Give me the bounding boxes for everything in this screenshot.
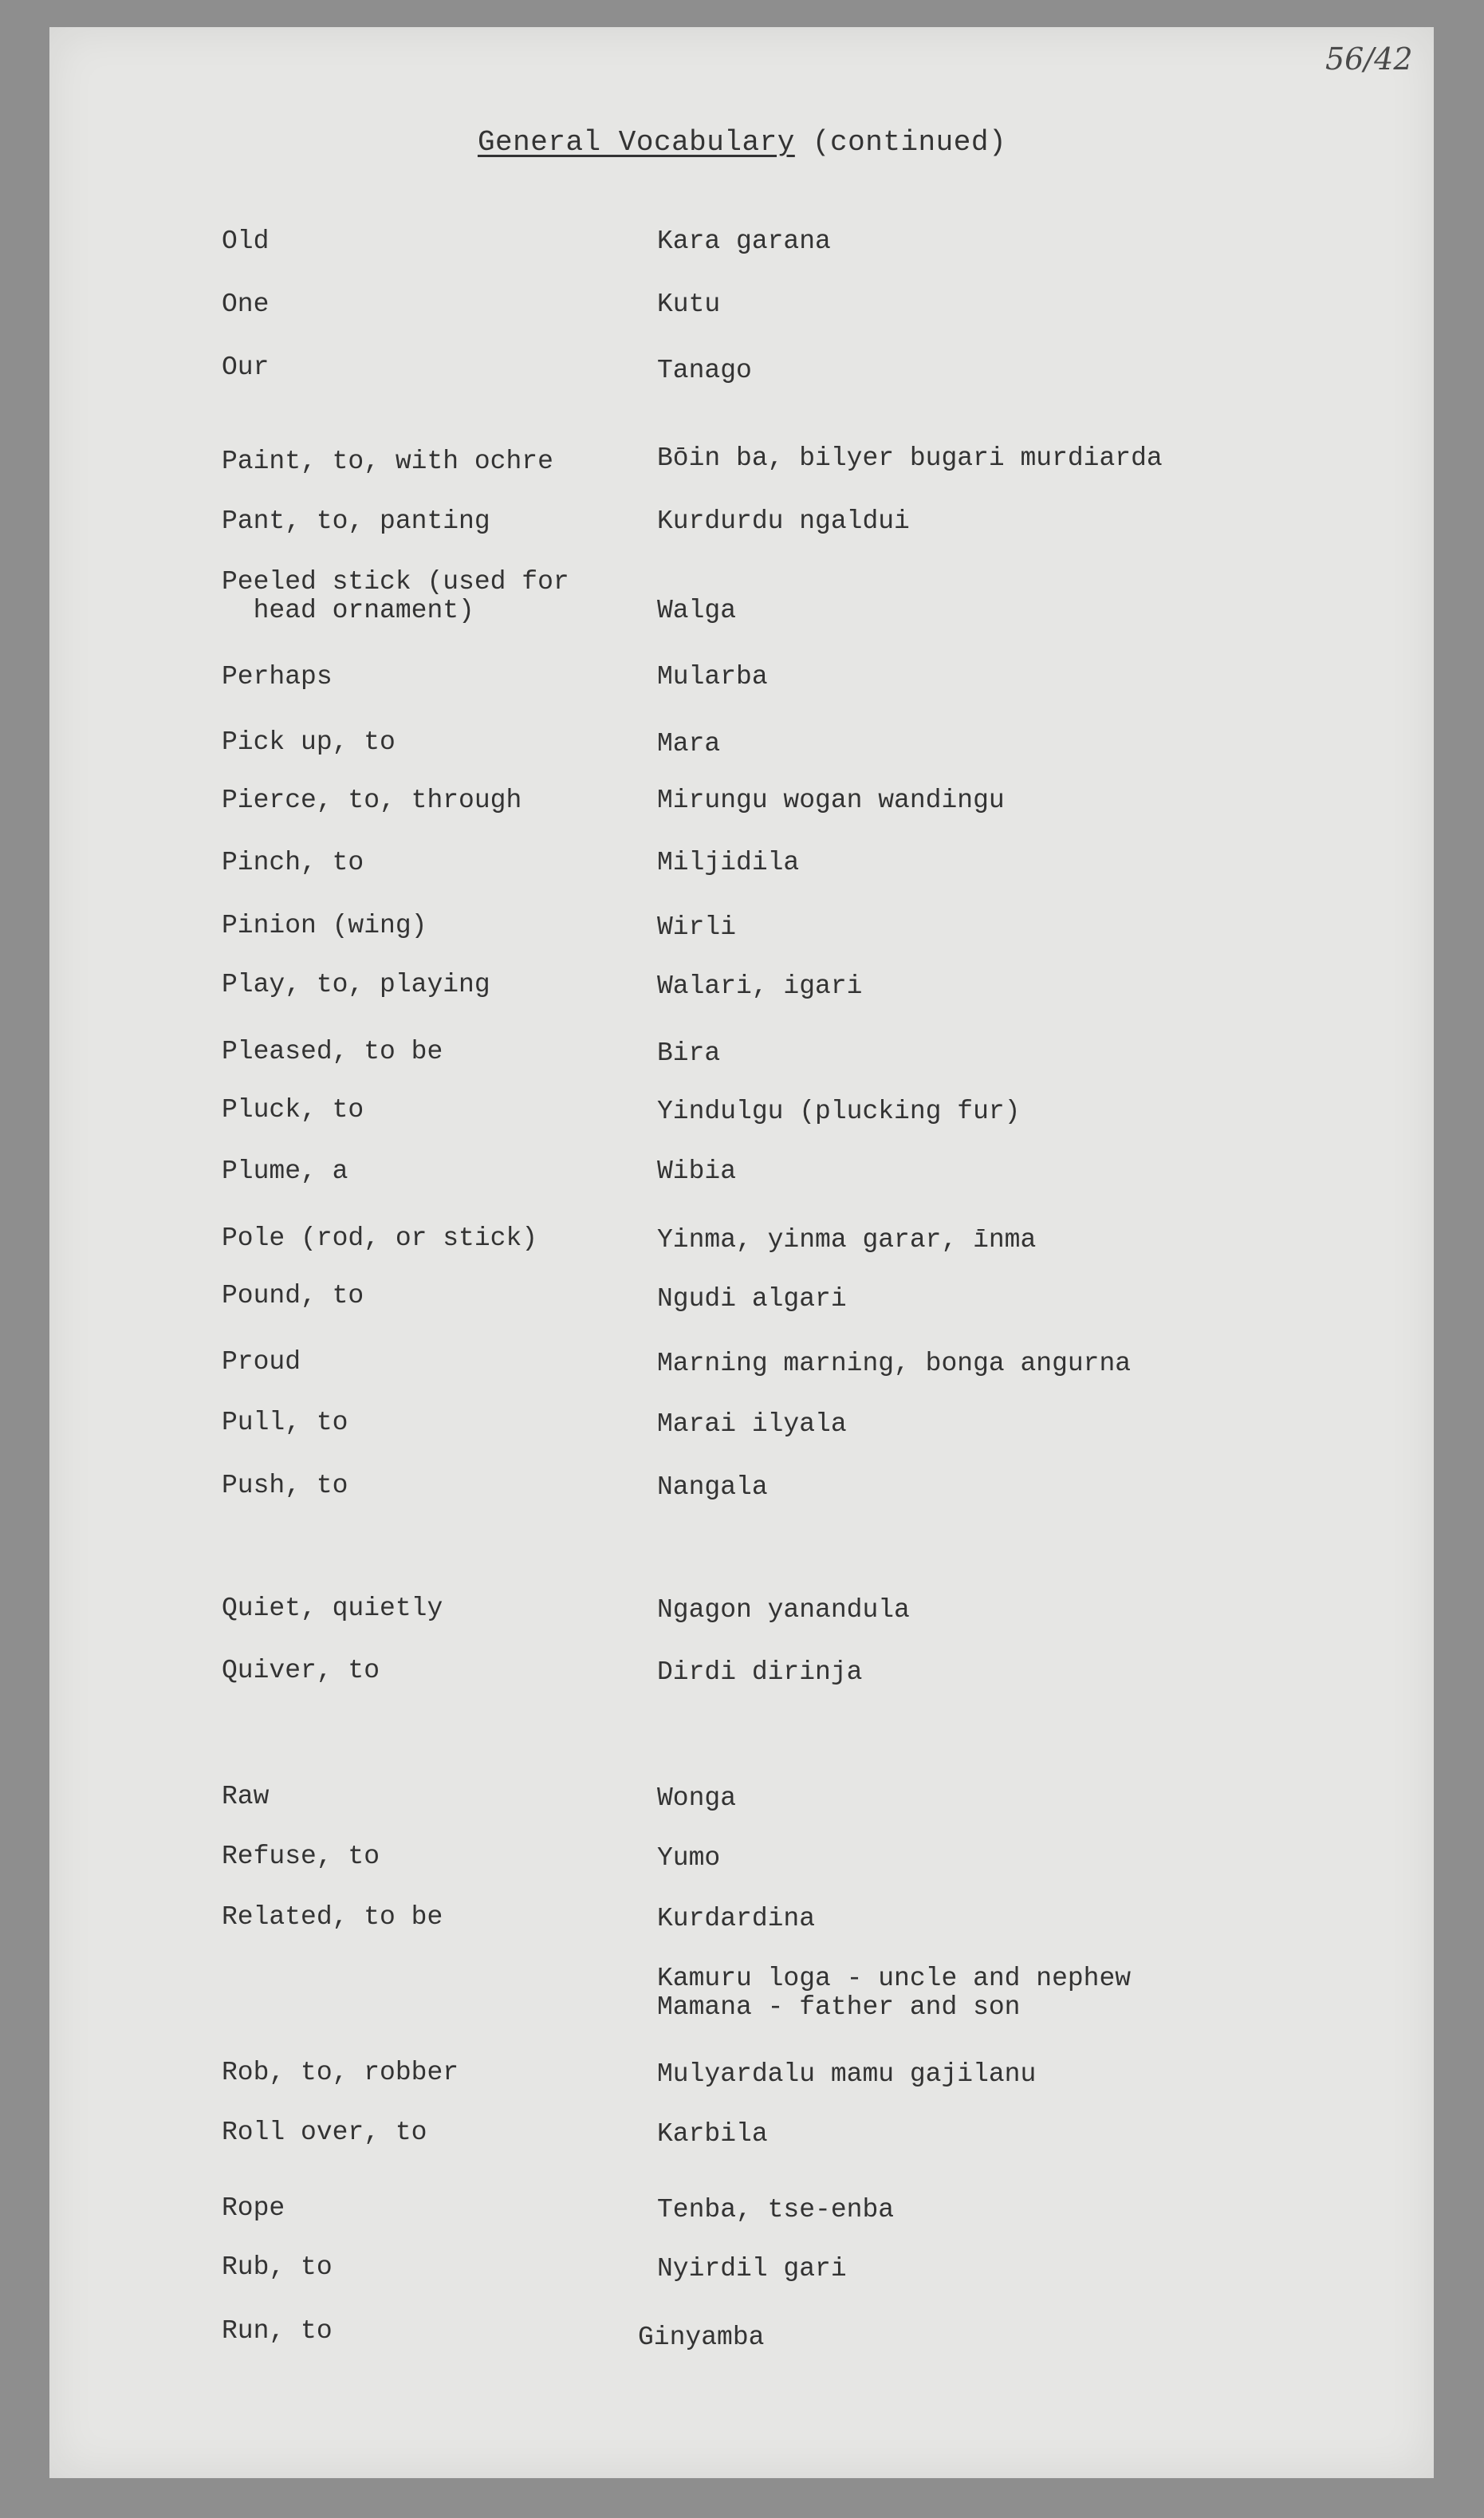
vocab-gloss: Mulyardalu mamu gajilanu (657, 2059, 1037, 2089)
vocab-gloss: Bira (657, 1038, 721, 1068)
vocab-term: Plume, a (222, 1157, 348, 1186)
vocab-gloss: Dirdi dirinja (657, 1657, 863, 1687)
vocab-term: Rope (222, 2193, 285, 2223)
vocab-gloss: Walari, igari (657, 971, 863, 1001)
vocab-gloss: Mara (657, 729, 721, 759)
vocab-term: Pole (rod, or stick) (222, 1224, 538, 1253)
vocab-gloss: Ginyamba (638, 2323, 765, 2352)
title-main: General Vocabulary (477, 126, 795, 159)
vocab-term: Quiet, quietly (222, 1594, 443, 1623)
vocab-gloss: Kutu (657, 290, 721, 319)
vocab-term-line: Peeled stick (used for (222, 567, 569, 597)
vocab-term: Paint, to, with ochre (222, 447, 553, 476)
vocab-gloss: Mirungu wogan wandingu (657, 786, 1005, 815)
vocab-gloss-line: Mamana - father and son (657, 1992, 1021, 2022)
vocab-term: Roll over, to (222, 2118, 427, 2147)
vocab-term: Perhaps (222, 662, 333, 692)
vocab-gloss: Wibia (657, 1157, 737, 1186)
vocab-gloss: Kurdurdu ngaldui (657, 506, 910, 536)
vocab-term: Run, to (222, 2316, 333, 2346)
vocab-gloss: Marai ilyala (657, 1409, 847, 1439)
vocab-gloss: Bōin ba, bilyer bugari murdiarda (657, 443, 1163, 473)
vocab-term: Pick up, to (222, 727, 396, 757)
vocab-term: Pant, to, panting (222, 506, 490, 536)
vocab-gloss: Yindulgu (plucking fur) (657, 1097, 1021, 1126)
vocab-term: Play, to, playing (222, 970, 490, 999)
vocab-term: One (222, 290, 270, 319)
vocab-term: Pleased, to be (222, 1037, 443, 1066)
vocab-gloss: Ngagon yanandula (657, 1595, 910, 1625)
vocab-gloss: Tenba, tse-enba (657, 2195, 895, 2224)
vocab-gloss: Ngudi algari (657, 1284, 847, 1314)
title-suffix: (continued) (812, 126, 1007, 159)
vocab-gloss: Miljidila (657, 848, 800, 877)
vocab-gloss-multiline (657, 1964, 1131, 2022)
vocab-term: Refuse, to (222, 1842, 380, 1871)
vocab-term: Rub, to (222, 2252, 333, 2282)
vocab-term: Rob, to, robber (222, 2058, 459, 2087)
vocab-term: Related, to be (222, 1902, 443, 1932)
vocab-gloss: Nyirdil gari (657, 2254, 847, 2284)
vocab-gloss: Yumo (657, 1843, 721, 1873)
vocab-gloss: Mularba (657, 662, 768, 692)
vocab-term: Pluck, to (222, 1095, 364, 1125)
vocab-term: Quiver, to (222, 1656, 380, 1685)
vocab-gloss: Karbila (657, 2119, 768, 2149)
vocab-gloss-line: Kamuru loga - uncle and nephew (657, 1964, 1132, 1993)
vocab-gloss: Kara garana (657, 227, 831, 256)
vocab-term: Pinion (wing) (222, 911, 427, 940)
vocab-term: Pinch, to (222, 848, 364, 877)
vocab-term: Raw (222, 1782, 270, 1811)
vocab-gloss: Tanago (657, 356, 752, 385)
vocab-gloss: Wirli (657, 912, 737, 942)
vocab-gloss: Marning marning, bonga angurna (657, 1349, 1132, 1378)
page-title (0, 126, 1484, 159)
vocab-term: Pierce, to, through (222, 786, 522, 815)
vocab-term-line: head ornament) (222, 596, 474, 625)
vocab-gloss: Nangala (657, 1472, 768, 1502)
vocab-term: Our (222, 353, 270, 382)
vocab-term: Push, to (222, 1471, 348, 1500)
vocab-term: Proud (222, 1347, 301, 1377)
vocab-gloss: Walga (657, 596, 737, 625)
vocab-gloss: Kurdardina (657, 1904, 816, 1933)
vocab-gloss: Wonga (657, 1783, 737, 1813)
vocab-term: Pound, to (222, 1281, 364, 1310)
page-number-annotation: 56/42 (1325, 41, 1413, 77)
vocab-term: Old (222, 227, 270, 256)
vocab-term: Pull, to (222, 1408, 348, 1437)
vocab-term-multiline (222, 568, 569, 625)
vocab-gloss: Yinma, yinma garar, īnma (657, 1225, 1037, 1255)
